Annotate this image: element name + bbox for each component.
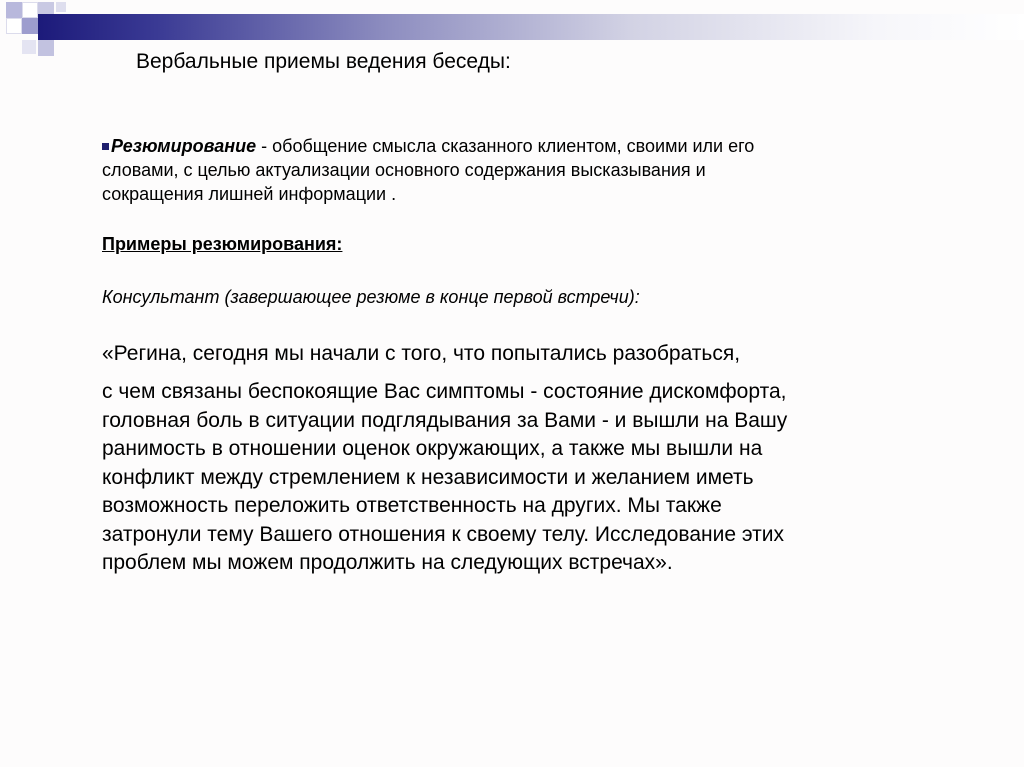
definition-line bbox=[102, 134, 952, 158]
definition-line: словами, с целью актуализации основного содержания высказывания и bbox=[102, 160, 706, 180]
quote-line: головная боль в ситуации подглядывания за Вами - и вышли на Вашу bbox=[102, 408, 788, 432]
examples-heading: Примеры резюмирования: bbox=[102, 234, 343, 254]
quote-body bbox=[102, 378, 962, 578]
decorative-square bbox=[22, 18, 38, 34]
decorative-square bbox=[22, 2, 38, 18]
decorative-square bbox=[38, 2, 54, 14]
decorative-square bbox=[38, 40, 54, 56]
decorative-square bbox=[22, 40, 36, 54]
definition-block bbox=[102, 134, 952, 206]
decorative-square bbox=[6, 2, 22, 18]
slide-title: Вербальные приемы ведения беседы: bbox=[136, 50, 511, 73]
quote-line: конфликт между стремлением к независимости и желанием иметь bbox=[102, 465, 754, 489]
quote-line: с чем связаны беспокоящие Вас симптомы - состояние дискомфорта, bbox=[102, 380, 787, 403]
quote-line: затронули тему Вашего отношения к своему телу. Исследование этих bbox=[102, 522, 784, 546]
definition-term: Резюмирование bbox=[111, 136, 257, 156]
decorative-square bbox=[56, 2, 66, 12]
quote-line: ранимость в отношении оценок окружающих, а также мы вышли на bbox=[102, 437, 763, 460]
header-gradient-bar bbox=[38, 14, 1024, 40]
consultant-label: Консультант (завершающее резюме в конце первой встречи): bbox=[102, 287, 640, 307]
decorative-square bbox=[6, 18, 22, 34]
definition-line: сокращения лишней информации . bbox=[102, 184, 397, 204]
square-bullet-icon bbox=[102, 143, 109, 150]
quote-first-line: «Регина, сегодня мы начали с того, что попытались разобраться, bbox=[102, 342, 741, 365]
quote-line: возможность переложить ответственность на других. Мы также bbox=[102, 494, 722, 517]
quote-line: проблем мы можем продолжить на следующих встречах». bbox=[102, 551, 673, 574]
definition-text: - обобщение смысла сказанного клиентом, своими или его bbox=[256, 136, 755, 156]
